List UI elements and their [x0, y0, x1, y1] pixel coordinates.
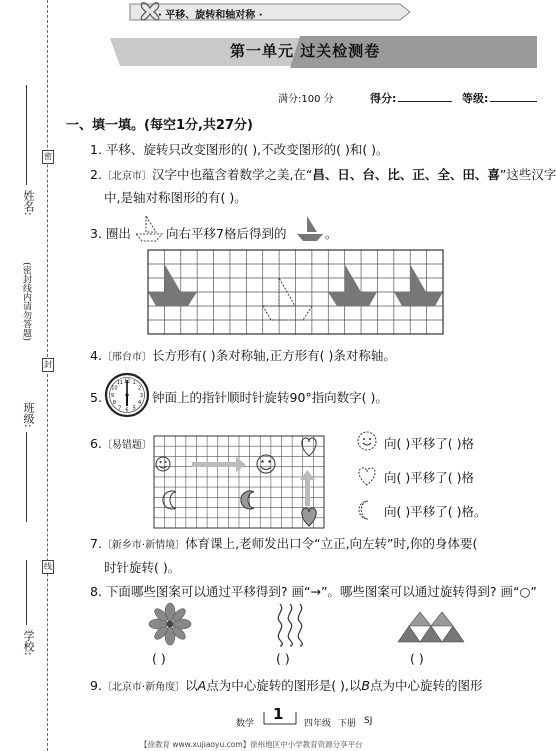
class-field[interactable] — [26, 432, 27, 522]
source-tag: 〔易错题〕 — [101, 440, 152, 451]
question-6-line1: 向( )平移了( )格 — [384, 436, 474, 451]
clock-number: 11 — [116, 380, 123, 387]
question-number: 2. — [90, 167, 102, 182]
name-field[interactable] — [26, 85, 27, 185]
point-b-label: B — [361, 678, 370, 693]
clock-icon — [104, 372, 150, 418]
source-tag: 〔邢台市〕 — [101, 352, 152, 363]
point-a-label: A — [197, 678, 207, 693]
page-title: 第一单元 过关检测卷 — [230, 42, 381, 60]
question-3-b: 向右平移7格后得到的 — [166, 226, 287, 241]
question-text: 以 — [185, 678, 198, 693]
seal-char-box: 密 — [42, 150, 54, 164]
score-full: 满分:100 分 — [278, 94, 334, 105]
answer-paren-1[interactable]: ( ) — [152, 651, 166, 666]
school-label: 学校: — [22, 630, 35, 656]
question-text: 点为中心旋转的图形是( ),以 — [206, 678, 362, 693]
section-title: 一、填一填。(每空1分,共27分) — [66, 118, 253, 133]
question-3-c: 。 — [325, 226, 338, 241]
question-number: 9. — [90, 678, 102, 693]
moon-icon — [356, 499, 378, 521]
shape-grid — [154, 436, 324, 528]
page-number: 1 — [273, 705, 284, 723]
dashed-boat-icon — [134, 214, 164, 244]
school-field[interactable] — [26, 560, 27, 625]
clock-number: 8 — [112, 400, 117, 407]
question-8: 8. 下面哪些图案可以通过平移得到? 画“→”。哪些图案可以通过旋转得到? 画“○” — [90, 584, 537, 599]
footer-edition: SJ — [364, 716, 373, 726]
clock-number: 2 — [137, 385, 142, 392]
wave-pattern — [272, 602, 312, 646]
flower-pattern — [148, 602, 192, 646]
score-label: 得分: — [370, 92, 397, 105]
boat-grid — [148, 250, 443, 334]
binding-dashed-line — [47, 0, 48, 751]
header-subtitle: · 平移、旋转和轴对称 · — [158, 10, 263, 21]
clock-number: 9 — [110, 392, 115, 399]
solid-boat-icon — [295, 214, 325, 244]
question-text: ”这些汉字 — [499, 167, 556, 182]
question-7-line2: 时针旋转( )。 — [104, 560, 181, 575]
answer-paren-2[interactable]: ( ) — [276, 651, 290, 666]
source-tag: 〔北京市〕 — [101, 171, 152, 182]
source-tag: 〔新乡市·新情境〕 — [101, 540, 186, 551]
clock-number: 7 — [118, 405, 122, 412]
grade-field[interactable] — [490, 101, 537, 102]
grade-label: 等级: — [462, 92, 489, 105]
question-2-line2: 中,是轴对称图形的有( )。 — [104, 190, 247, 205]
footer-subject: 数学 — [236, 719, 255, 729]
seal-char-box: 线 — [42, 560, 54, 574]
answer-paren-3[interactable]: ( ) — [410, 651, 424, 666]
smiley-icon — [356, 430, 378, 452]
question-4 — [90, 348, 396, 366]
clock-number: 3 — [139, 392, 144, 399]
question-number: 6. — [90, 436, 102, 451]
question-6-line3: 向( )平移了( )格。 — [384, 504, 487, 519]
question-text: 体育课上,老师发出口令“立正,向左转”时,你的身体要( — [185, 536, 478, 551]
question-number: 7. — [90, 536, 102, 551]
source-tag: 〔北京市·新角度〕 — [101, 682, 186, 693]
clock-number: 5 — [132, 405, 136, 412]
question-text: 点为中心旋转的图形 — [369, 678, 483, 693]
score-field[interactable] — [398, 101, 452, 102]
seal-char-box: 封 — [42, 358, 54, 372]
clock-number: 4 — [137, 400, 142, 407]
name-label: 姓名: — [22, 190, 35, 216]
triangle-pattern — [398, 610, 464, 644]
clock-number: 6 — [125, 407, 129, 414]
question-9 — [90, 678, 483, 696]
clock-number: 1 — [132, 380, 136, 387]
question-text: 长方形有( )条对称轴,正方形有( )条对称轴。 — [151, 348, 396, 363]
footer-term: 下册 — [338, 719, 357, 729]
footer-watermark: 【徐教育 www.xujiaoyu.com】徐州地区中小学教育资源分享平台 — [140, 740, 363, 749]
seal-note: (密封线内请勿答题) — [21, 262, 31, 342]
chinese-characters: 昌、日、台、比、正、全、田、喜 — [312, 167, 500, 182]
question-7 — [90, 536, 477, 554]
question-5-number: 5. — [90, 390, 102, 405]
heart-icon — [356, 465, 378, 487]
question-5: 钟面上的指针顺时针旋转90°指向数字( )。 — [152, 390, 388, 405]
question-2 — [90, 167, 556, 185]
footer-grade: 四年级 — [304, 719, 332, 729]
question-3-a: 3. 圈出 — [90, 226, 131, 241]
clock-number: 10 — [111, 385, 118, 392]
question-number: 4. — [90, 348, 102, 363]
question-6-line2: 向( )平移了( )格 — [384, 470, 474, 485]
question-6-label — [90, 436, 152, 454]
question-text: 汉字中也蕴含着数学之美,在“ — [151, 167, 313, 182]
clock-number: 12 — [123, 378, 131, 385]
class-label: 班级: — [22, 402, 35, 428]
question-1: 1. 平移、旋转只改变图形的( ),不改变图形的( )和( )。 — [90, 142, 389, 157]
